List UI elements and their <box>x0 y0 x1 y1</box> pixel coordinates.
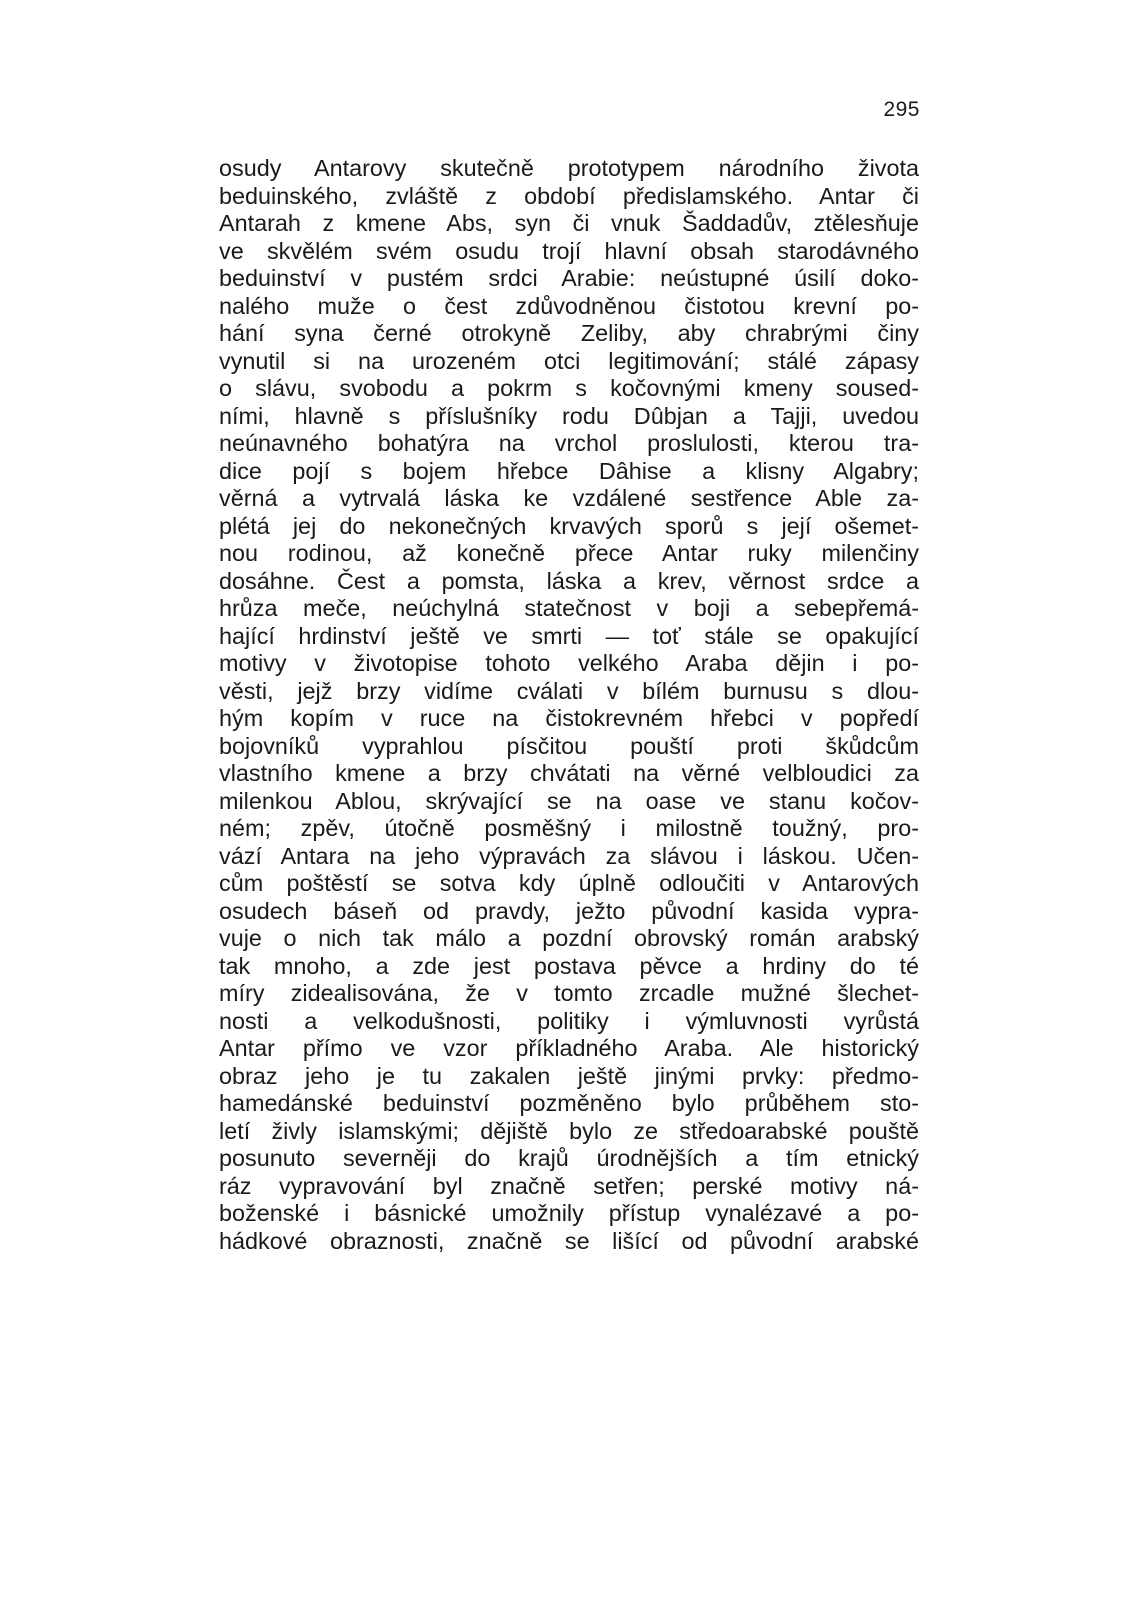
text-line: posunuto severněji do krajů úrodnějších a tím etnický <box>219 1145 919 1171</box>
text-line: vynutil si na urozeném otci legitimování; stálé zápasy <box>219 347 919 374</box>
text-line: ném; zpěv, útočně posměšný i milostně toužný, pro- <box>219 815 919 841</box>
text-line: vlastního kmene a brzy chvátati na věrné velbloudici za <box>219 760 919 786</box>
text-line: motivy v životopise tohoto velkého Araba dějin i po- <box>219 650 919 676</box>
text-line: věrná a vytrvalá láska ke vzdálené sestřence Able za- <box>219 485 919 511</box>
text-line: hamedánské beduinství pozměněno bylo průběhem sto- <box>219 1090 919 1116</box>
text-line: dice pojí s bojem hřebce Dâhise a klisny Algabry; <box>219 457 919 484</box>
text-line: ními, hlavně s příslušníky rodu Dûbjan a Tajji, uvedou <box>219 402 919 429</box>
text-line: beduinství v pustém srdci Arabie: neústupné úsilí doko- <box>219 265 919 291</box>
text-line: tak mnoho, a zde jest postava pěvce a hrdiny do té <box>219 952 919 979</box>
text-line: o slávu, svobodu a pokrm s kočovnými kmeny soused- <box>219 375 919 401</box>
text-line: hající hrdinství ještě ve smrti — toť stále se opakující <box>219 622 919 649</box>
text-line: vází Antara na jeho výpravách za slávou i láskou. Učen- <box>219 842 919 869</box>
text-line: neúnavného bohatýra na vrchol proslulosti, kterou tra- <box>219 430 919 456</box>
text-line: plétá jej do nekonečných krvavých sporů s její ošemet- <box>219 512 919 539</box>
text-line: ve skvělém svém osudu trojí hlavní obsah starodávného <box>219 237 919 264</box>
text-line: nosti a velkodušnosti, politiky i výmluvnosti vyrůstá <box>219 1007 919 1034</box>
text-line: věsti, jejž brzy vidíme cválati v bílém burnusu s dlou- <box>219 677 919 704</box>
text-line: dosáhne. Čest a pomsta, láska a krev, věrnost srdce a <box>219 567 919 594</box>
text-line: boženské i básnické umožnily přístup vynalézavé a po- <box>219 1200 919 1226</box>
text-line: letí živly islamskými; dějiště bylo ze středoarabské pouště <box>219 1117 919 1144</box>
text-line: nou rodinou, až konečně přece Antar ruky milenčiny <box>219 540 919 566</box>
text-line: vuje o nich tak málo a pozdní obrovský román arabský <box>219 925 919 951</box>
text-line: hádkové obraznosti, značně se lišící od původní arabské <box>219 1227 919 1254</box>
text-line: beduinského, zvláště z období předislamského. Antar či <box>219 182 919 209</box>
text-line: obraz jeho je tu zakalen ještě jinými prvky: předmo- <box>219 1062 919 1089</box>
text-line: hrůza meče, neúchylná statečnost v boji a sebepřemá- <box>219 595 919 621</box>
text-line: hání syna černé otrokyně Zeliby, aby chrabrými činy <box>219 320 919 346</box>
text-line: osudech báseň od pravdy, ježto původní kasida vypra- <box>219 897 919 924</box>
text-line: nalého muže o čest zdůvodněnou čistotou krevní po- <box>219 292 919 319</box>
text-line: cům poštěstí se sotva kdy úplně odloučiti v Antarových <box>219 870 919 896</box>
text-line: bojovníků vyprahlou písčitou pouští proti škůdcům <box>219 732 919 759</box>
text-line: osudy Antarovy skutečně prototypem národního života <box>219 155 919 181</box>
body-text <box>219 155 919 1255</box>
text-line: ráz vypravování byl značně setřen; perské motivy ná- <box>219 1172 919 1199</box>
page-number: 295 <box>883 98 920 121</box>
text-line: Antarah z kmene Abs, syn či vnuk Šaddadův, ztělesňuje <box>219 210 919 236</box>
text-line: milenkou Ablou, skrývající se na oase ve stanu kočov- <box>219 787 919 814</box>
text-line: míry zidealisována, že v tomto zrcadle mužné šlechet- <box>219 980 919 1006</box>
text-line: hým kopím v ruce na čistokrevném hřebci v popředí <box>219 705 919 731</box>
text-line: Antar přímo ve vzor příkladného Araba. Ale historický <box>219 1035 919 1061</box>
